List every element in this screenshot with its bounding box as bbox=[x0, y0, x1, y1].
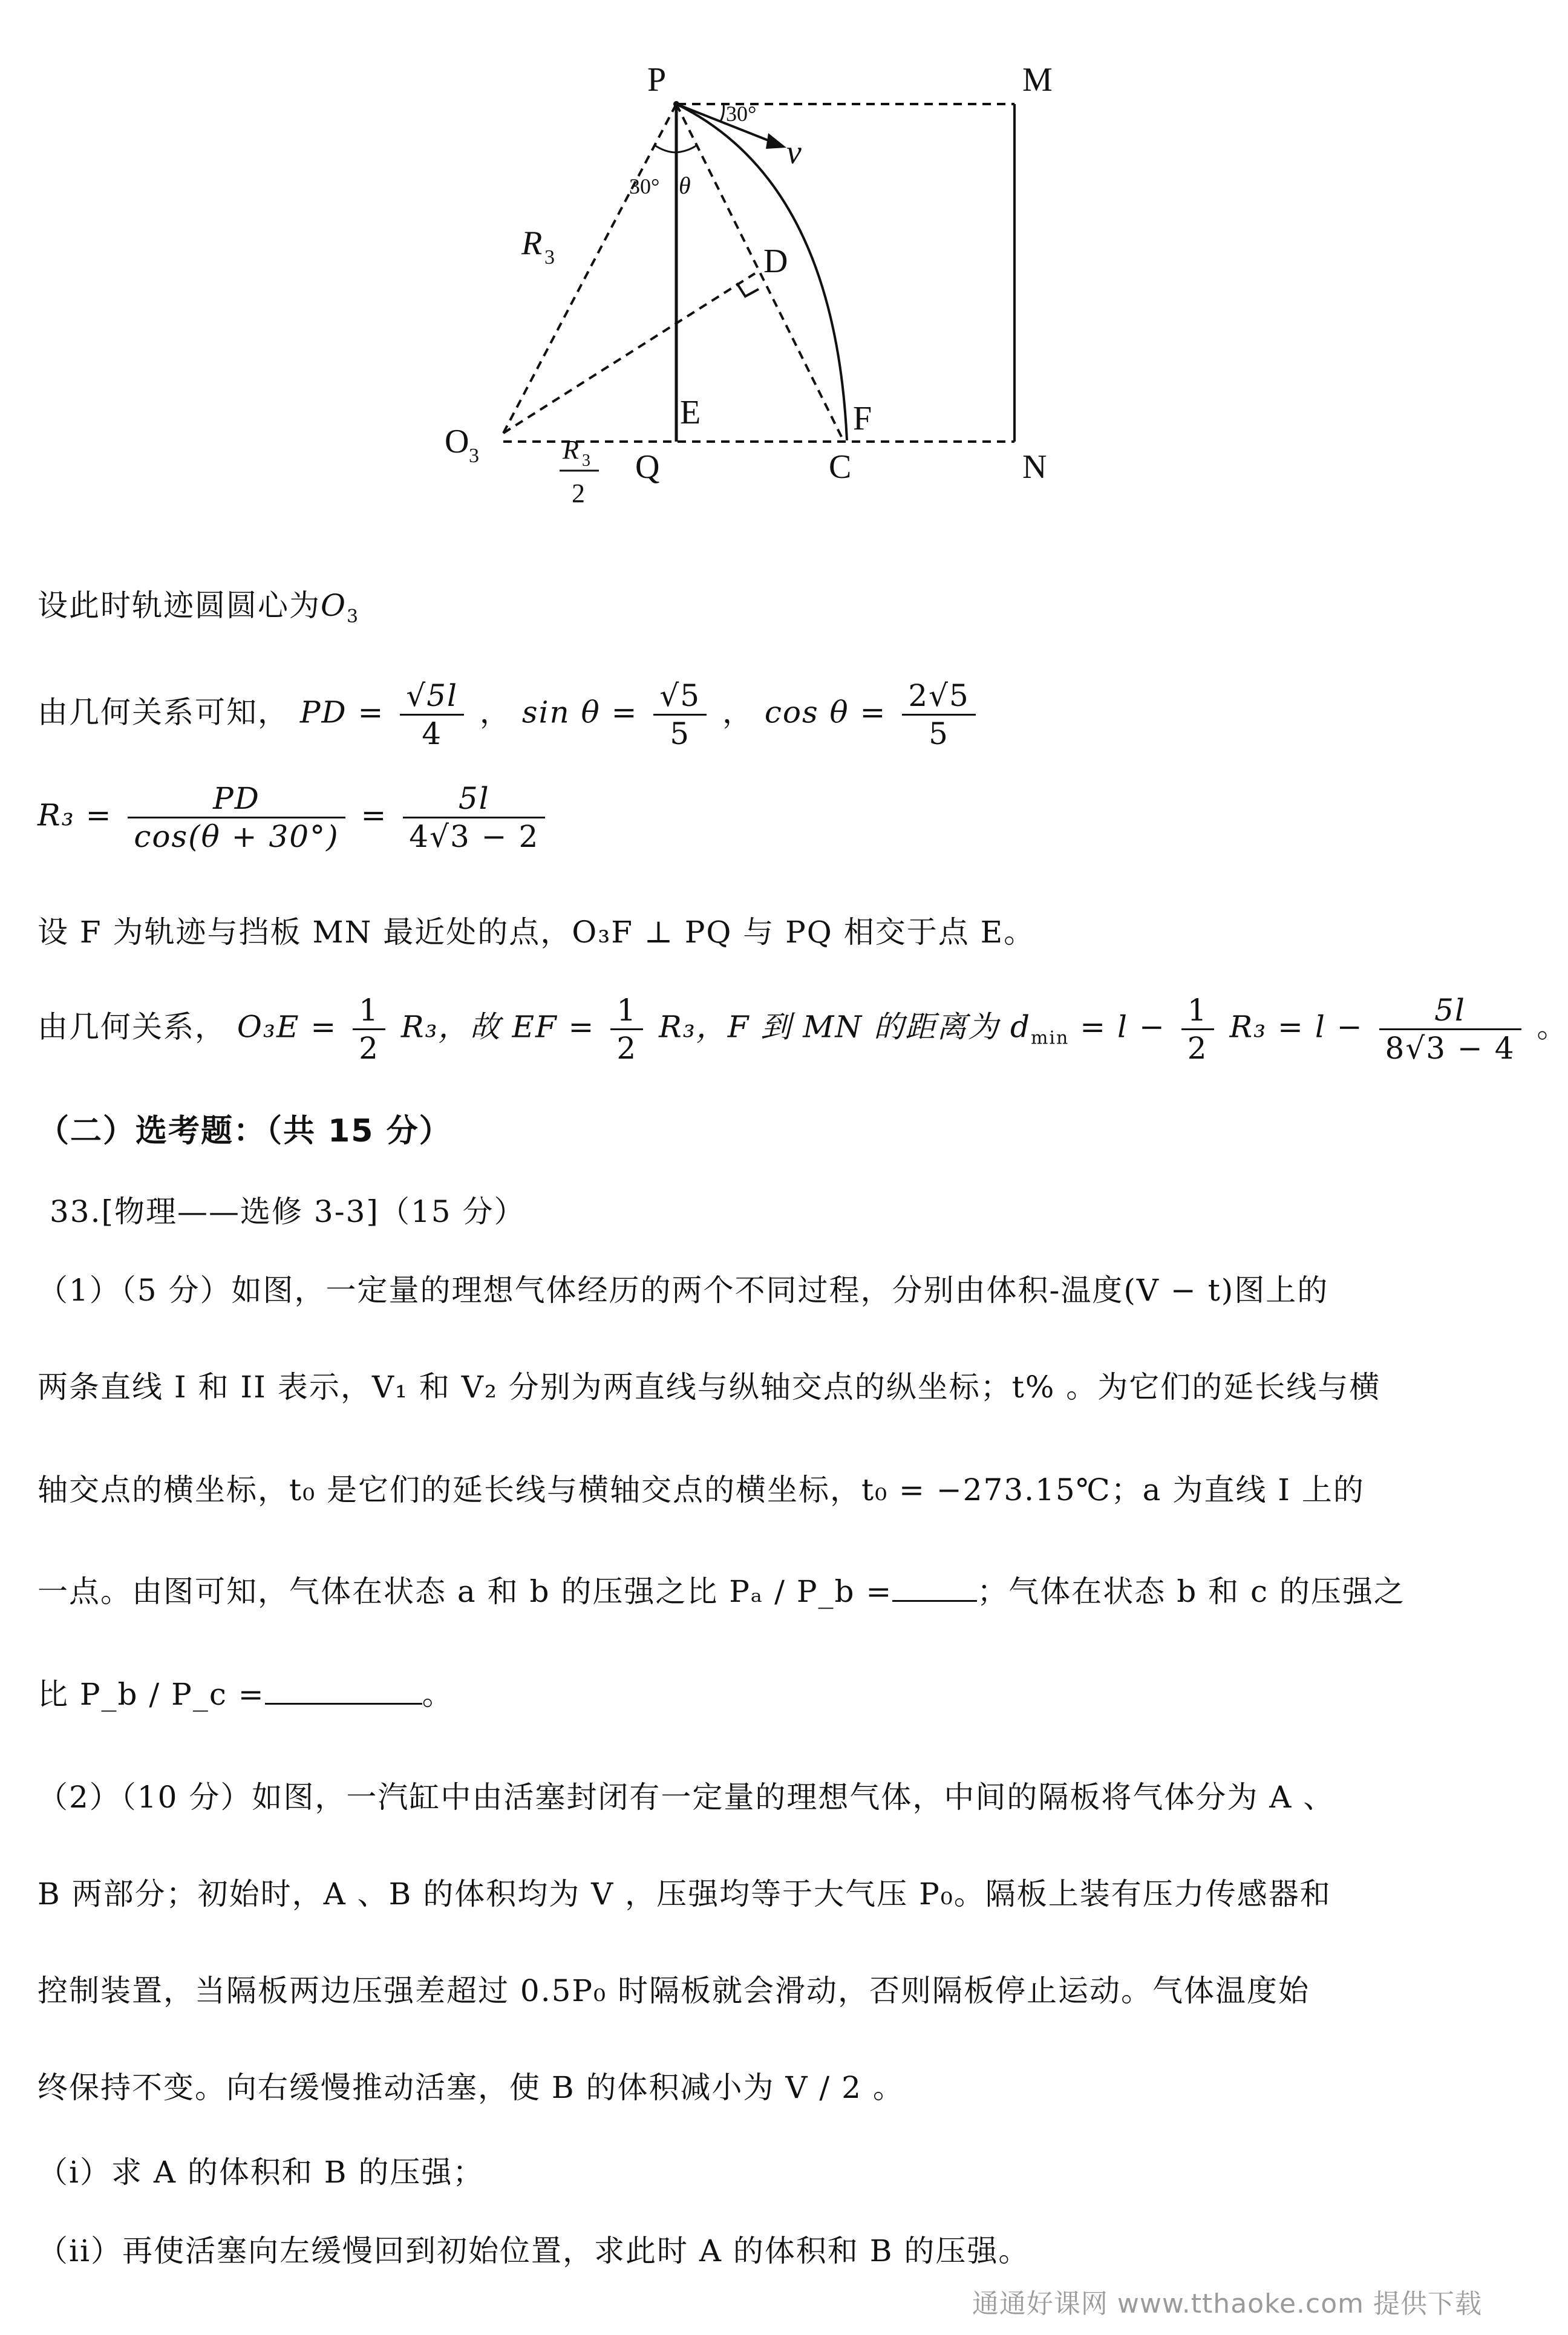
q33-p1-line-5a: 比 P_b / P_c = bbox=[38, 1677, 265, 1712]
watermark-text: 通通好课网 www.tthaoke.com 提供下载 bbox=[972, 2288, 1482, 2319]
angle-arc-top bbox=[720, 104, 724, 122]
label-P: P bbox=[647, 61, 667, 99]
line4-text: 设 F 为轨迹与挡板 MN 最近处的点，O₃F ⊥ PQ 与 PQ 相交于点 E。 bbox=[38, 915, 1036, 950]
velocity-arrowhead bbox=[766, 133, 786, 149]
solution-line-4 bbox=[38, 913, 1476, 952]
pd-lhs: PD = bbox=[299, 694, 385, 730]
label-half-R3-den: 2 bbox=[572, 478, 585, 508]
line5-a: O₃E = bbox=[237, 1009, 338, 1045]
right-angle-mark-D bbox=[737, 283, 759, 296]
sep1: ， bbox=[479, 694, 511, 730]
q33-sub-i: （i）求 A 的体积和 B 的压强； bbox=[38, 2155, 485, 2190]
r3-lhs: R₃ = bbox=[38, 797, 113, 833]
sin-den: 5 bbox=[670, 716, 691, 751]
label-angle-top: 30° bbox=[726, 102, 757, 126]
pd-num: √5l bbox=[400, 678, 464, 716]
line5-half-3 bbox=[1181, 992, 1214, 1066]
q33-p1-line-4b: ；气体在状态 b 和 c 的压强之 bbox=[977, 1574, 1405, 1609]
line-O3P bbox=[503, 104, 676, 433]
answer-blank-2[interactable] bbox=[265, 1703, 422, 1705]
sin-fraction bbox=[653, 678, 707, 752]
half2-den: 2 bbox=[616, 1031, 638, 1066]
q33-p1-line-2: 两条直线 I 和 II 表示，V₁ 和 V₂ 分别为两直线与纵轴交点的纵坐标；t% 。为它们的延长线与横 bbox=[38, 1370, 1381, 1405]
q33-p1-line-4 bbox=[38, 1573, 1476, 1611]
half2-num: 1 bbox=[610, 992, 643, 1030]
label-v: v bbox=[786, 134, 802, 171]
q33-p1-line-5b: 。 bbox=[422, 1677, 454, 1712]
label-R3-sub: 3 bbox=[544, 246, 555, 269]
q33-p1-line-5 bbox=[38, 1676, 1476, 1714]
half3-num: 1 bbox=[1181, 992, 1214, 1030]
sep2: ， bbox=[722, 694, 754, 730]
cos-fraction bbox=[902, 678, 975, 752]
label-Q: Q bbox=[635, 448, 660, 486]
line5-b: R₃，故 EF = bbox=[400, 1009, 595, 1045]
q33-title: 33.[物理——选修 3-3]（15 分） bbox=[50, 1194, 526, 1229]
label-half-R3-num: R bbox=[563, 435, 579, 465]
r3-num1: PD bbox=[128, 780, 345, 818]
r3-num2: 5l bbox=[403, 780, 545, 818]
solution-line-2 bbox=[38, 678, 1476, 752]
line5-min-sub: min bbox=[1030, 1027, 1070, 1049]
line5-end: 。 bbox=[1537, 1009, 1568, 1045]
q33-p2-line-1: （2）（10 分）如图，一汽缸中由活塞封闭有一定量的理想气体，中间的隔板将气体分为 A 、 bbox=[38, 1780, 1335, 1815]
pd-fraction bbox=[400, 678, 464, 752]
label-R3: R bbox=[521, 224, 543, 262]
line5-prefix: 由几何关系， bbox=[38, 1009, 226, 1045]
q33-p1-line-1: （1）（5 分）如图，一定量的理想气体经历的两个不同过程，分别由体积-温度(V − t)图上的 bbox=[38, 1273, 1329, 1308]
label-O3-sub: 3 bbox=[469, 445, 479, 467]
label-O3: O bbox=[445, 423, 469, 460]
label-F: F bbox=[853, 400, 872, 437]
label-M: M bbox=[1022, 61, 1053, 99]
sin-num: √5 bbox=[653, 678, 707, 716]
solution-line-1-text: 设此时轨迹圆圆心为 bbox=[38, 588, 321, 623]
solution-line-1-sub: 3 bbox=[347, 606, 360, 627]
q33-p2-line-2: B 两部分；初始时，A 、B 的体积均为 V ，压强均等于大气压 P₀。隔板上装有压力传感器和 bbox=[38, 1876, 1331, 1912]
line2-prefix: 由几何关系可知， bbox=[38, 694, 289, 730]
label-D: D bbox=[763, 243, 788, 280]
r3-den2: 4√3 − 2 bbox=[409, 819, 540, 854]
label-C: C bbox=[829, 448, 852, 486]
line5-c: R₃，F 到 MN 的距离为 d bbox=[659, 1009, 1031, 1045]
solution-line-5 bbox=[38, 992, 1568, 1066]
trajectory-arc bbox=[676, 104, 847, 440]
half3-den: 2 bbox=[1187, 1031, 1208, 1066]
line5-d: = l − bbox=[1080, 1009, 1166, 1045]
line5-final-fraction bbox=[1379, 992, 1521, 1066]
line-O3D bbox=[503, 273, 755, 433]
final-num: 5l bbox=[1379, 992, 1521, 1030]
q33-sub-ii: （ii）再使活塞向左缓慢回到初始位置，求此时 A 的体积和 B 的压强。 bbox=[38, 2233, 1030, 2268]
r3-fraction-1 bbox=[128, 780, 345, 855]
cos-lhs: cos θ = bbox=[764, 694, 887, 730]
label-E: E bbox=[680, 394, 701, 431]
line5-half-1 bbox=[353, 992, 385, 1066]
angle-arc-left bbox=[655, 145, 676, 152]
r3-den1: cos(θ + 30°) bbox=[134, 819, 339, 854]
pd-den: 4 bbox=[422, 716, 443, 751]
geometry-figure bbox=[0, 0, 1500, 544]
answer-blank-1[interactable] bbox=[892, 1600, 977, 1602]
label-angle-left: 30° bbox=[629, 174, 660, 198]
half1-den: 2 bbox=[359, 1031, 379, 1066]
label-theta: θ bbox=[679, 172, 691, 199]
line5-e: R₃ = l − bbox=[1229, 1009, 1364, 1045]
q33-p1-line-4a: 一点。由图可知，气体在状态 a 和 b 的压强之比 Pₐ / P_b = bbox=[38, 1574, 893, 1609]
solution-line-1 bbox=[38, 587, 1476, 629]
q33-p2-line-3: 控制装置，当隔板两边压强差超过 0.5P₀ 时隔板就会滑动，否则隔板停止运动。气体温度始 bbox=[38, 1973, 1310, 2008]
solution-line-1-math: O bbox=[321, 588, 347, 623]
cos-num: 2√5 bbox=[902, 678, 975, 716]
cos-den: 5 bbox=[929, 716, 949, 751]
final-den: 8√3 − 4 bbox=[1385, 1031, 1515, 1066]
label-N: N bbox=[1022, 448, 1047, 486]
q33-p2-line-4: 终保持不变。向右缓慢推动活塞，使 B 的体积减小为 V / 2 。 bbox=[38, 2070, 904, 2105]
sin-lhs: sin θ = bbox=[521, 694, 638, 730]
label-half-R3-num-sub: 3 bbox=[582, 451, 590, 470]
solution-line-3 bbox=[38, 780, 1476, 855]
half1-num: 1 bbox=[353, 992, 385, 1030]
line5-half-2 bbox=[610, 992, 643, 1066]
angle-arc-theta bbox=[676, 145, 697, 152]
section-heading: （二）选考题：（共 15 分） bbox=[38, 1113, 452, 1149]
r3-fraction-2 bbox=[403, 780, 545, 855]
q33-p1-line-3: 轴交点的横坐标，t₀ 是它们的延长线与横轴交点的横坐标，t₀ = −273.15℃；a 为直线 I 上的 bbox=[38, 1472, 1365, 1507]
r3-eq: = bbox=[361, 797, 388, 833]
